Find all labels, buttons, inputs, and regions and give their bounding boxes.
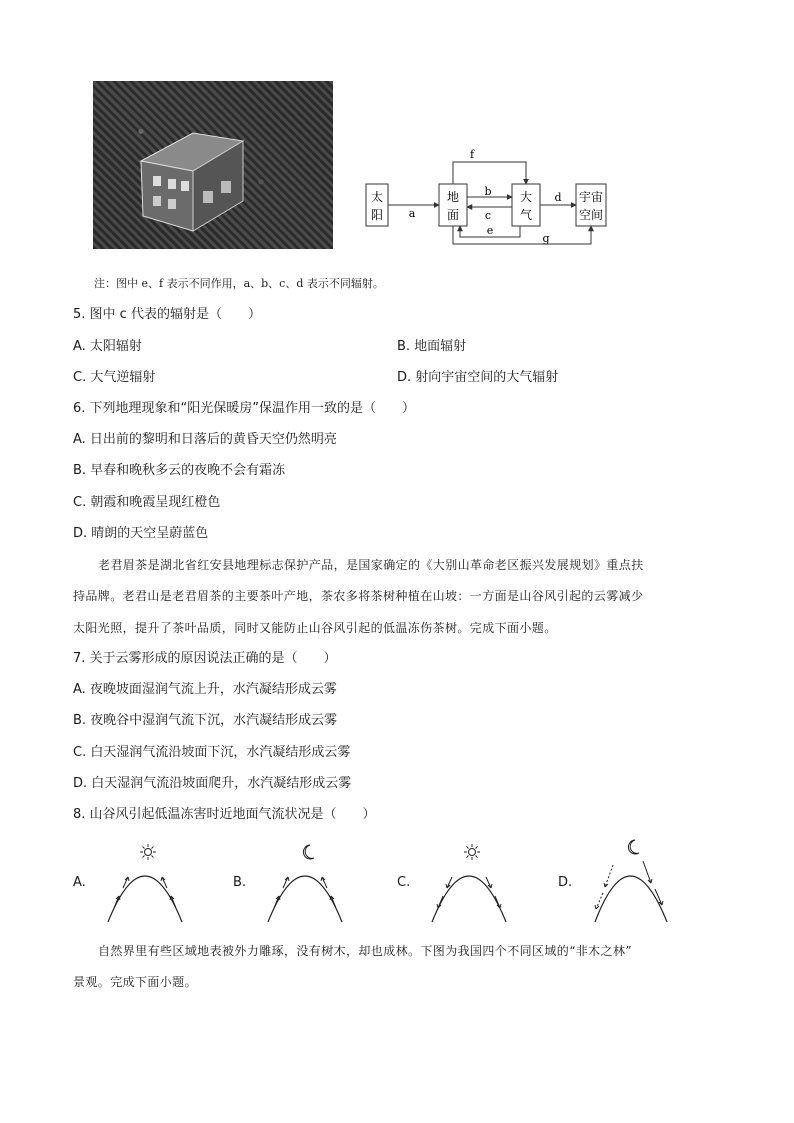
q7-option-b[interactable]: B. 夜晚谷中湿润气流下沉，水汽凝结形成云雾: [73, 713, 338, 728]
q6-option-c[interactable]: C. 朝霞和晚霞呈现红橙色: [73, 495, 221, 510]
passage2-line2: 景观。完成下面小题。: [73, 975, 198, 989]
label-c: c: [484, 209, 492, 222]
house-photo-sketch: [93, 81, 333, 249]
arrow-f: [453, 162, 526, 184]
passage1-line2: 持品牌。老君山是老君眉茶的主要茶叶产地，茶农多将茶树种植在山坡：一方面是山谷风引起的云雾减少: [73, 589, 644, 603]
q8-option-c-label[interactable]: C.: [397, 875, 411, 890]
arrow-g: [453, 226, 591, 244]
q8-option-a-label[interactable]: A.: [73, 875, 86, 890]
moon-icon: [628, 840, 639, 854]
q6-stem: 6. 下列地理现象和“阳光保暖房”保温作用一致的是（ ）: [73, 401, 416, 416]
q8-stem: 8. 山谷风引起低温冻害时近地面气流状况是（ ）: [73, 807, 376, 822]
q8-option-d-diagram[interactable]: [585, 835, 675, 925]
q7-stem: 7. 关于云雾形成的原因说法正确的是（ ）: [73, 651, 337, 666]
moon-icon: [303, 845, 314, 859]
q8-option-a-diagram[interactable]: [100, 840, 190, 925]
q5-option-d[interactable]: D. 射向宇宙空间的大气辐射: [397, 370, 559, 385]
sun-icon: [140, 844, 156, 860]
passage1-line1: 老君眉茶是湖北省红安县地理标志保护产品，是国家确定的《大别山革命老区振兴发展规划》重点扶: [98, 558, 644, 572]
space-box-line1: 宇宙: [578, 190, 604, 204]
q6-option-d[interactable]: D. 晴朗的天空呈蔚蓝色: [73, 526, 209, 541]
q5-option-b[interactable]: B. 地面辐射: [397, 339, 467, 354]
q7-option-c[interactable]: C. 白天湿润气流沿坡面下沉，水汽凝结形成云雾: [73, 745, 351, 760]
q8-option-b-diagram[interactable]: [260, 840, 350, 925]
q7-option-a[interactable]: A. 夜晚坡面湿润气流上升，水汽凝结形成云雾: [73, 682, 337, 697]
ground-box-line1: 地: [446, 190, 460, 204]
q5-option-a[interactable]: A. 太阳辐射: [73, 339, 142, 354]
label-f: f: [469, 148, 475, 161]
label-a: a: [408, 207, 416, 220]
label-e: e: [486, 224, 494, 237]
label-b: b: [484, 185, 492, 198]
q5-stem: 5. 图中 c 代表的辐射是（ ）: [73, 307, 261, 322]
space-box-line2: 空间: [578, 208, 604, 222]
heat-flow-diagram: [360, 145, 610, 250]
q6-option-a[interactable]: A. 日出前的黎明和日落后的黄昏天空仍然明亮: [73, 432, 337, 447]
ground-box-line2: 面: [446, 208, 460, 222]
house-photo: [93, 81, 333, 249]
q7-option-d[interactable]: D. 白天湿润气流沿坡面爬升，水汽凝结形成云雾: [73, 776, 352, 791]
passage2-line1: 自然界里有些区域地表被外力雕琢，没有树木，却也成林。下图为我国四个不同区域的“非木之林”: [98, 944, 632, 958]
atmosphere-box-line2: 气: [519, 208, 533, 222]
sun-box-line2: 阳: [370, 208, 384, 222]
sun-box-line1: 太: [370, 190, 384, 204]
sun-icon: [464, 844, 480, 860]
q5-option-c[interactable]: C. 大气逆辐射: [73, 370, 156, 385]
passage1-line3: 太阳光照，提升了茶叶品质，同时又能防止山谷风引起的低温冻伤茶树。完成下面小题。: [73, 621, 557, 635]
label-g: g: [542, 232, 550, 245]
q8-option-b-label[interactable]: B.: [233, 875, 247, 890]
q8-option-d-label[interactable]: D.: [558, 875, 573, 890]
atmosphere-box-line1: 大: [519, 190, 533, 204]
figure-note: 注：图中 e、f 表示不同作用，a、b、c、d 表示不同辐射。: [94, 277, 384, 290]
q8-option-c-diagram[interactable]: [424, 840, 514, 925]
q6-option-b[interactable]: B. 早春和晚秋多云的夜晚不会有霜冻: [73, 463, 286, 478]
label-d: d: [554, 191, 562, 204]
